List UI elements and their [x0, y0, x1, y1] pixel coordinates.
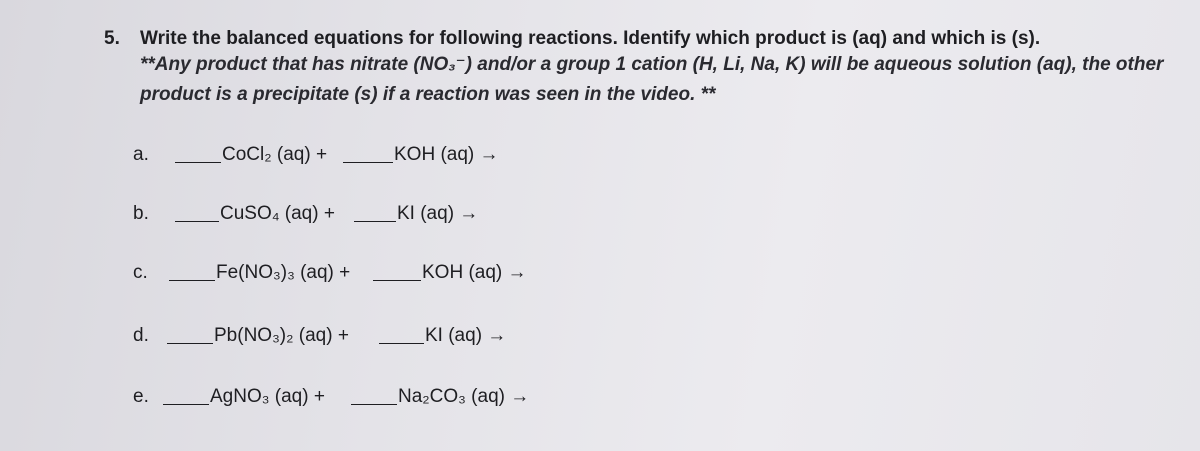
coefficient-blank[interactable] [373, 279, 421, 281]
coefficient-blank[interactable] [351, 403, 397, 405]
reactant-2: KI (aq) → [397, 203, 479, 224]
reactant-1: Pb(NO₃)₂ (aq) + [214, 325, 349, 346]
reaction-c [0, 258, 1200, 288]
reaction-letter: a. [133, 144, 149, 165]
reactant-2: KOH (aq) → [422, 262, 527, 283]
reactant-1: AgNO₃ (aq) + [210, 386, 325, 407]
reaction-letter: c. [133, 262, 148, 283]
reaction-letter: b. [133, 203, 149, 224]
coefficient-blank[interactable] [379, 342, 424, 344]
question-text: Write the balanced equations for following reactions. Identify which product is (aq) and which is (s). [140, 28, 1041, 49]
reactant-2: KI (aq) → [425, 325, 507, 346]
question-note: **Any product that has nitrate (NO₃⁻) and/or a group 1 cation (H, Li, Na, K) will be aqueous solution (aq), the other product is a precipitate (s) if a reaction was seen in the video. ** [140, 54, 1164, 105]
reaction-a [0, 140, 1200, 170]
coefficient-blank[interactable] [354, 220, 396, 222]
reactant-2: KOH (aq) → [394, 144, 499, 165]
question-number: 5. [104, 28, 120, 49]
reactant-1: Fe(NO₃)₃ (aq) + [216, 262, 351, 283]
reaction-letter: e. [133, 386, 149, 407]
reactant-1: CuSO₄ (aq) + [220, 203, 335, 224]
reaction-letter: d. [133, 325, 149, 346]
coefficient-blank[interactable] [167, 342, 213, 344]
coefficient-blank[interactable] [175, 220, 219, 222]
reaction-e [0, 382, 1200, 412]
coefficient-blank[interactable] [343, 161, 393, 163]
reaction-d [0, 321, 1200, 351]
reactant-1: CoCl₂ (aq) + [222, 144, 328, 165]
coefficient-blank[interactable] [169, 279, 215, 281]
coefficient-blank[interactable] [175, 161, 221, 163]
coefficient-blank[interactable] [163, 403, 209, 405]
reactant-2: Na₂CO₃ (aq) → [398, 386, 530, 407]
reaction-b [0, 199, 1200, 229]
